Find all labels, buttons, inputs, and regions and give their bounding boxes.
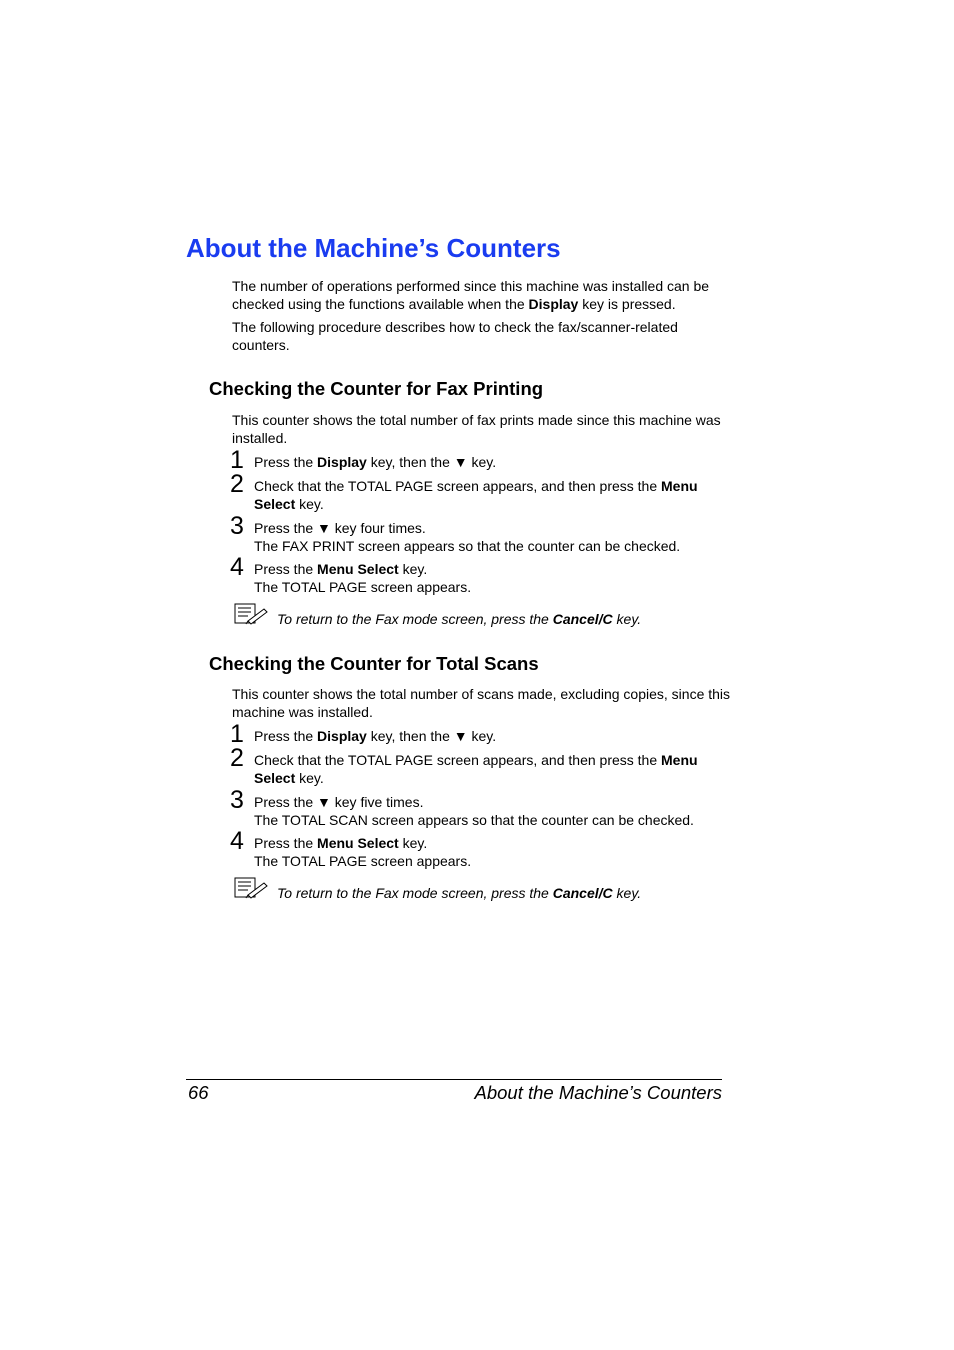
step-text: Press the Menu Select key. The TOTAL PAGE screen appears. xyxy=(254,835,472,869)
footer-divider xyxy=(186,1079,722,1080)
footer-page-number: 66 xyxy=(188,1082,209,1103)
step-number: 2 xyxy=(230,744,244,772)
note-text: To return to the Fax mode screen, press the Cancel/C key. xyxy=(277,611,642,627)
step-number: 2 xyxy=(230,470,244,498)
step-number: 4 xyxy=(230,827,244,855)
step-text: Press the ▼ key four times. The FAX PRINT screen appears so that the counter can be checked. xyxy=(254,520,681,554)
section-description: This counter shows the total number of scans made, excluding copies, since this machine was installed. xyxy=(232,686,731,720)
step-number: 3 xyxy=(230,512,244,540)
note-pencil-icon xyxy=(234,877,268,899)
section-heading-fax-printing: Checking the Counter for Fax Printing xyxy=(209,378,544,399)
intro-text-end: key is pressed. xyxy=(578,296,676,312)
step-number: 1 xyxy=(230,446,244,474)
step-text: Check that the TOTAL PAGE screen appears, and then press the Menu Select key. xyxy=(254,752,698,786)
step-text: Press the Display key, then the ▼ key. xyxy=(254,728,497,744)
note-pencil-icon xyxy=(234,603,268,625)
step-number: 3 xyxy=(230,786,244,814)
intro-key-name: Display xyxy=(528,296,579,312)
footer-running-title: About the Machine’s Counters xyxy=(474,1082,722,1103)
step-number: 1 xyxy=(230,720,244,748)
section-heading-total-scans: Checking the Counter for Total Scans xyxy=(209,653,539,674)
step-text: Check that the TOTAL PAGE screen appears, and then press the Menu Select key. xyxy=(254,478,698,512)
intro-paragraph-1 xyxy=(232,277,732,313)
note-text: To return to the Fax mode screen, press the Cancel/C key. xyxy=(277,885,642,901)
step-text: Press the Menu Select key. The TOTAL PAGE screen appears. xyxy=(254,561,472,595)
intro-text: The number of operations performed since this machine was installed can be checked using the functions available when the xyxy=(232,278,710,312)
step-text: Press the ▼ key five times. The TOTAL SCAN screen appears so that the counter can be checked. xyxy=(254,794,694,828)
page-title: About the Machine’s Counters xyxy=(186,233,561,263)
step-number: 4 xyxy=(230,553,244,581)
intro-paragraph-2: The following procedure describes how to check the fax/scanner-related counters. xyxy=(232,319,678,353)
section-description: This counter shows the total number of fax prints made since this machine was installed. xyxy=(232,412,721,446)
step-text: Press the Display key, then the ▼ key. xyxy=(254,454,497,470)
